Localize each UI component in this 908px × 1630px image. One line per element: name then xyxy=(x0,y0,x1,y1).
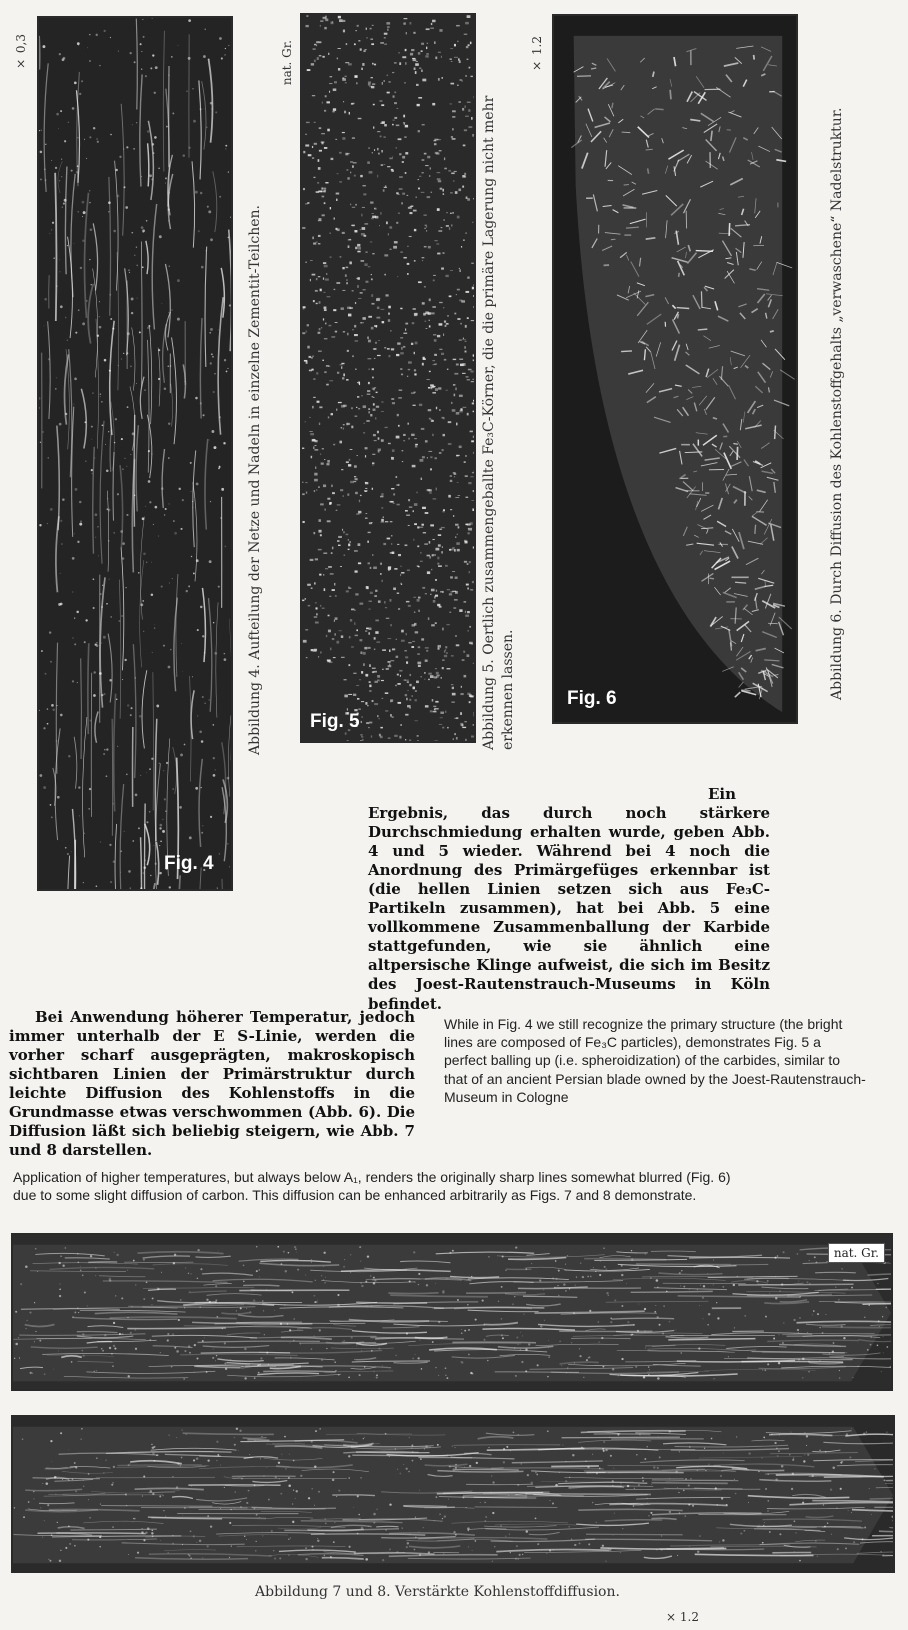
figure-7-magnification: nat. Gr. xyxy=(828,1243,885,1263)
figure-4-magnification: × 0,3 xyxy=(14,34,28,71)
figure-7-8-caption: Abbildung 7 und 8. Verstärkte Kohlenstoffdiffusion. xyxy=(255,1584,620,1600)
english-paragraph-right: While in Fig. 4 we still recognize the primary structure (the bright lines are composed of Fe₃C particles), demonstrates Fig. 5 a perfect balling up (i.e. spheroidization) of the carbides, similar to that of an ancient Persian blade owned by the Joest-Rautenstrauch-Museum in Cologne xyxy=(444,1016,866,1105)
figure-6-magnification: × 1.2 xyxy=(530,36,544,73)
german-paragraph-left: Bei Anwendung höherer Temperatur, jedoch immer unterhalb der E S-Linie, werden die vorher scharf ausgeprägten, makroskopisch sichtbaren Linien der Primärstruktur durch leichte Diffusion des Kohlenstoffs in die Grundmasse etwas verschwommen (Abb. 6). Die Diffusion läßt sich beliebig steigern, wie Abb. 7 und 8 darstellen. xyxy=(9,1008,415,1160)
figure-6-caption: Abbildung 6. Durch Diffusion des Kohlenstoffgehalts „verwaschene“ Nadelstruktur. xyxy=(829,107,845,700)
figure-5-image xyxy=(300,13,476,743)
figure-6-texture xyxy=(554,16,796,722)
german-paragraph-right: Ein Ergebnis, das durch noch stärkere Durchschmiedung erhalten wurde, geben Abb. 4 und 5 wieder. Während bei 4 noch die Anordnung des Primärgefüges erkennbar ist (die hellen Linien setzen sich aus Fe₃C-Partikeln zusammen), hat bei Abb. 5 eine vollkommene Zusammenballung der Karbide stattgefunden, wie sie ähnlich eine altpersische Klinge aufweist, die sich im Besitz des Joest-Rautenstrauch-Museums in Köln befindet. xyxy=(368,785,770,1013)
figure-4-label: Fig. 4 xyxy=(164,853,214,874)
figure-5-caption-line1: Abbildung 5. Oertlich zusammengeballte Fe₃C-Körner, die die primäre Lagerung nicht mehr xyxy=(481,95,497,750)
figure-7-texture xyxy=(13,1235,891,1389)
figure-6-image xyxy=(552,14,798,724)
figure-8-image xyxy=(11,1415,895,1573)
figure-5-caption-line2: erkennen lassen. xyxy=(499,629,516,750)
figure-4-caption: Abbildung 4. Aufteilung der Netze und Nadeln in einzelne Zementit-Teilchen. xyxy=(247,205,263,755)
english-paragraph-full: Application of higher temperatures, but always below A₁, renders the originally sharp lines somewhat blurred (Fig. 6) due to some slight diffusion of carbon. This diffusion can be enhanced arbitrarily as Figs. 7 and 8 demonstrate. xyxy=(13,1169,731,1204)
figure-7-8-magnification: × 1.2 xyxy=(666,1610,699,1624)
figure-4-texture xyxy=(39,18,231,889)
figure-8-texture xyxy=(13,1417,893,1571)
figure-4-image xyxy=(37,16,233,891)
figure-6-label: Fig. 6 xyxy=(567,688,617,709)
figure-7-image xyxy=(11,1233,893,1391)
figure-5-texture xyxy=(302,15,474,741)
figure-5-magnification: nat. Gr. xyxy=(280,40,294,86)
figure-5-label: Fig. 5 xyxy=(310,711,360,732)
figure-5-caption xyxy=(480,30,518,750)
